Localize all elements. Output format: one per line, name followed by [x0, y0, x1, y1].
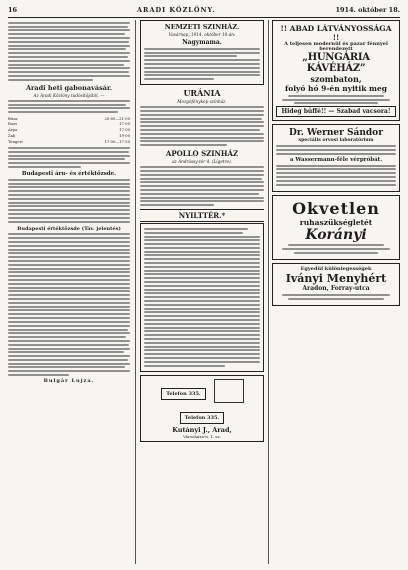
- theatre-notice: [140, 20, 264, 85]
- cafe-name: „HUNGÁRIA KÁVÉHÁZ”: [302, 52, 370, 74]
- nyiltter-heading: NYILTTÉR.*: [140, 209, 264, 222]
- hungaria-ad: [272, 20, 400, 121]
- newspaper-title: ARADI KÖZLÖNY.: [137, 6, 216, 14]
- merchant-name: Iványi Menyhért: [285, 271, 387, 285]
- ad-body: [276, 145, 396, 155]
- ivanyi-ad: [272, 263, 400, 306]
- column-left: [8, 20, 130, 564]
- exchange-table: [8, 179, 130, 223]
- kutanyi-ad: [140, 375, 264, 442]
- column-middle: [140, 20, 264, 564]
- kutanyi-address: Városháza-u. 1. sz.: [183, 433, 221, 439]
- signature: Bulgár Lujza.: [43, 378, 95, 385]
- grain-price: 17·00—17·50: [104, 138, 130, 144]
- blood-test: a Wassermann-féle vérpróbát.: [289, 156, 383, 163]
- article-text: [8, 325, 130, 376]
- program-text: [140, 166, 264, 206]
- grain-price-table: [8, 115, 130, 144]
- notice-text: [144, 228, 260, 367]
- cinema-title: URÁNIA: [183, 88, 221, 99]
- phone-badge: Telefon 335.: [180, 412, 224, 424]
- article-text: [8, 100, 130, 113]
- column-divider: [135, 20, 136, 564]
- section-subheading: Az Aradi Közlöny tudósítójától. —: [33, 92, 105, 98]
- kutanyi-name: Kutányi J., Arad,: [172, 425, 232, 434]
- phone-badge: Telefon 335.: [161, 388, 205, 400]
- column-right: [272, 20, 400, 564]
- ad-text: A teljesen modernül és pazar fénnyel berendezett: [284, 41, 388, 52]
- ad-body: [276, 95, 396, 105]
- apollo-subtitle: az Andrássy-tér 4. (Ligetre).: [172, 159, 232, 165]
- stock-table: [8, 233, 130, 322]
- grain-name: Tengeri: [8, 138, 23, 144]
- grain-price: 20·60—21·00: [104, 115, 130, 121]
- theatre-date: Vasárnap, 1914. október 18-án:: [168, 32, 236, 37]
- ad-headline: Okvetlen: [292, 198, 380, 218]
- ad-subline: ruhaszükségletét: [299, 217, 373, 227]
- table-row: [8, 138, 130, 144]
- apollo-title: APOLLO SZINHÁZ: [165, 149, 239, 159]
- column-divider: [268, 20, 269, 564]
- grain-price: 19·00: [119, 132, 130, 138]
- cast-list: [144, 48, 260, 80]
- section-heading: Budapesti áru- és értéktőzsde.: [21, 171, 117, 178]
- notice-box: [140, 223, 264, 371]
- werner-ad: [272, 124, 400, 191]
- section-heading: Aradi heti gabonavásár.: [25, 83, 113, 92]
- program-text: [140, 106, 264, 146]
- grain-name: Árpa: [8, 127, 18, 133]
- section-heading: Budapesti értéktőzsde (Táv. jelentés): [17, 225, 121, 232]
- ad-hours: folyó hó 9-én nyitik meg: [284, 84, 387, 93]
- shop-illustration-icon: [214, 379, 244, 403]
- theatre-title: NEMZETI SZINHÁZ.: [164, 23, 240, 31]
- doctor-name: Dr. Werner Sándor: [289, 128, 383, 139]
- ad-body: [276, 294, 396, 300]
- cinema-subtitle: Mozgófénykép színház.: [177, 99, 227, 105]
- ad-day: szombaton,: [310, 74, 362, 84]
- ad-cta: Hideg büffé!! — Szabad vacsora!: [276, 106, 396, 117]
- ad-body: [276, 165, 396, 186]
- ad-text: Egyedül különlegességek: [300, 265, 372, 272]
- page-header: [8, 4, 400, 16]
- merchant-city: Aradon, Forray-utca: [302, 284, 370, 292]
- play-title: Nagymama.: [182, 39, 222, 46]
- article-text: [8, 22, 130, 81]
- issue-date: 1914. október 18.: [335, 6, 400, 14]
- lab-line: speciális orvosi laboratórium: [298, 138, 374, 144]
- article-text: [8, 147, 130, 168]
- ad-headline: !! ABAD LÁTVÁNYOSSÁGA !!: [280, 24, 392, 42]
- grain-price: 17·00: [119, 121, 130, 127]
- grain-name: Búza: [8, 115, 18, 121]
- brand-name: Korányi: [305, 226, 367, 243]
- ad-body: [276, 244, 396, 254]
- grain-name: Rozs: [8, 121, 18, 127]
- grain-name: Zab: [8, 132, 16, 138]
- korany-ad: [272, 195, 400, 260]
- grain-price: 17·00: [119, 127, 130, 133]
- header-rule: [8, 17, 400, 18]
- page-number: 16: [8, 6, 18, 14]
